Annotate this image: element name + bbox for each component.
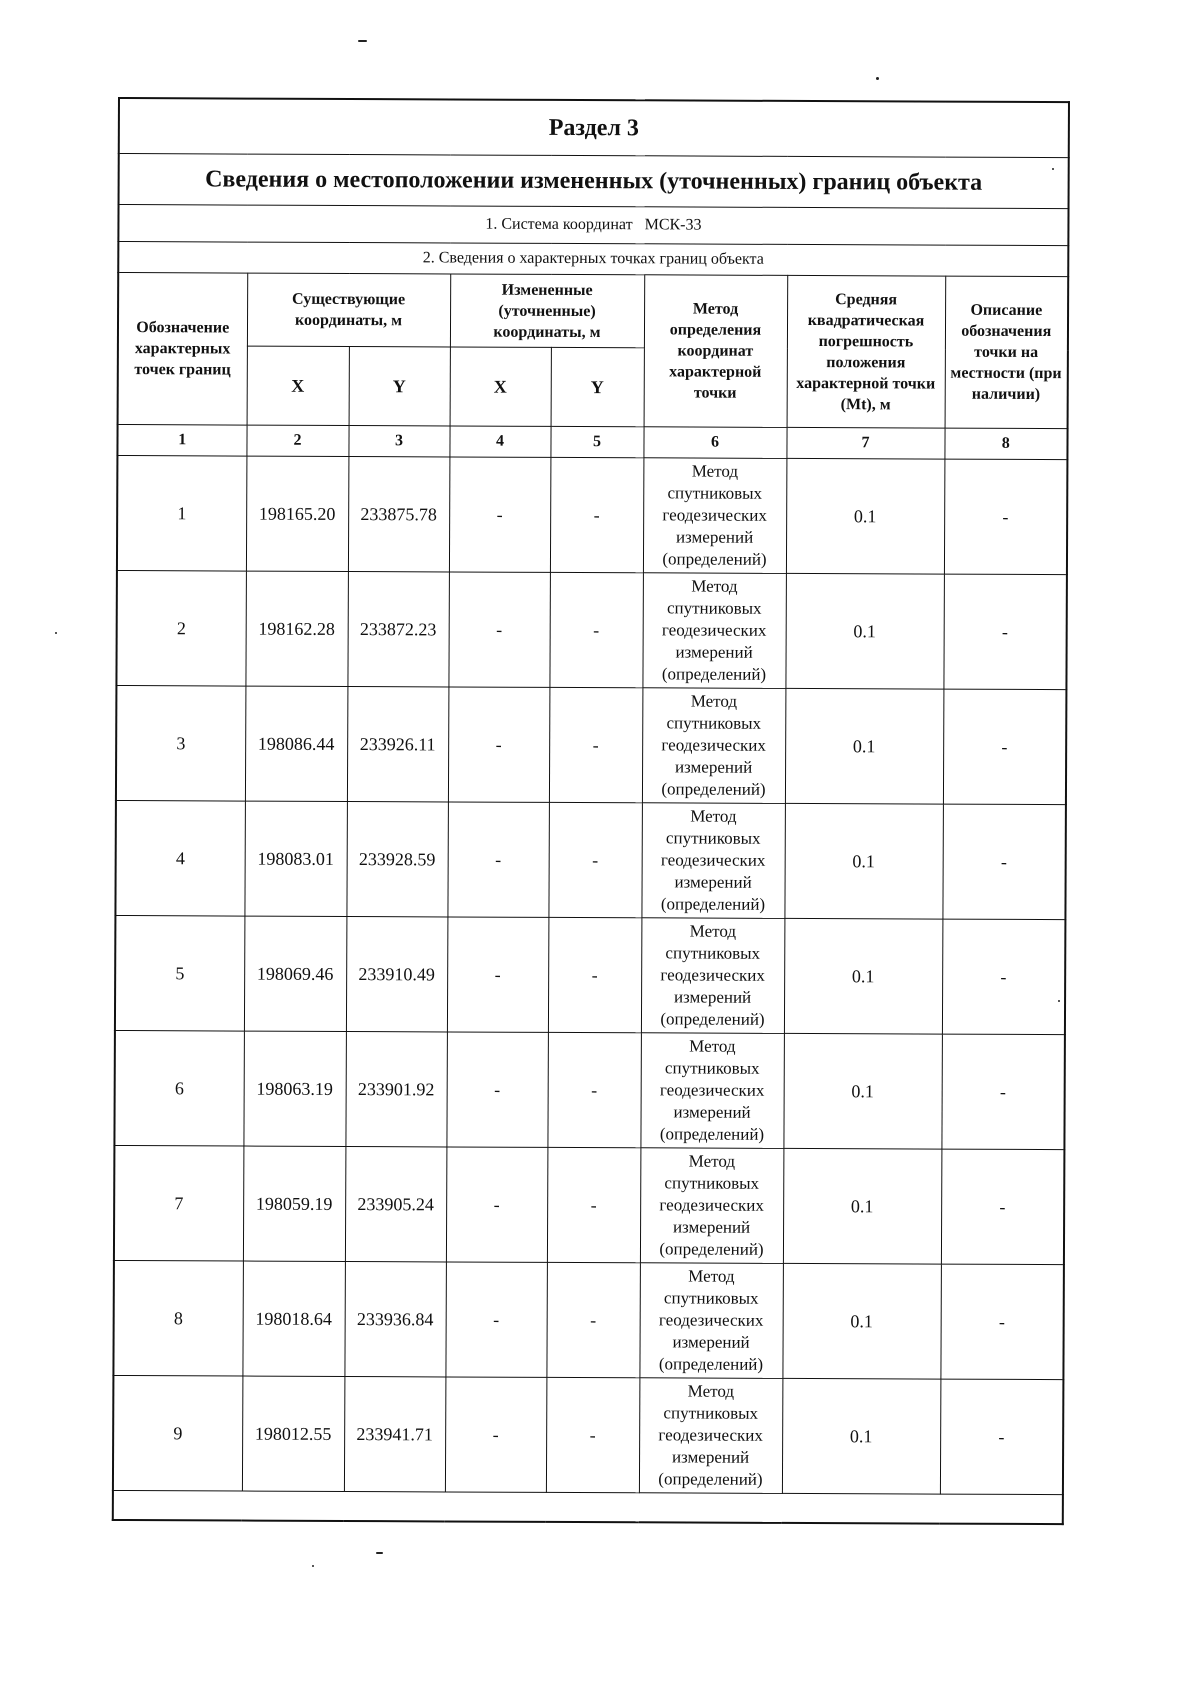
column-number: 6	[643, 427, 786, 459]
cell-mt: 0.1	[782, 1378, 941, 1494]
cell-y: 233875.78	[348, 457, 450, 572]
cell-new-y: -	[546, 1377, 640, 1492]
scan-speck	[1052, 168, 1054, 170]
cell-new-x: -	[445, 1262, 547, 1377]
document-page	[112, 97, 1068, 1525]
cell-x: 198083.01	[244, 801, 347, 916]
cell-mt: 0.1	[782, 1263, 941, 1379]
cell-point: 2	[116, 570, 246, 686]
column-number: 5	[550, 426, 643, 457]
cell-method: Метод спутниковых геодезических измерений (определений)	[639, 1263, 783, 1379]
table-row	[113, 1375, 1064, 1494]
cell-new-x: -	[446, 1147, 548, 1262]
cell-x: 198012.55	[242, 1376, 345, 1491]
header-designation: Обозначение характерных точек границ	[118, 273, 248, 426]
cell-x: 198165.20	[246, 456, 349, 571]
cell-method: Метод спутниковых геодезических измерений (определений)	[641, 803, 785, 919]
header-existing: Существующие координаты, м	[247, 273, 450, 347]
header-method: Метод определения координат характерной точки	[644, 275, 788, 428]
column-number: 4	[449, 426, 550, 457]
cell-description: -	[943, 574, 1067, 690]
scan-speck	[312, 1565, 314, 1567]
main-title: Сведения о местоположении измененных (уточненных) границ объекта	[119, 154, 1069, 209]
cell-point: 8	[113, 1260, 243, 1376]
column-number: 7	[786, 427, 944, 459]
cell-y: 233905.24	[345, 1147, 447, 1262]
scan-speck	[376, 1552, 383, 1554]
cell-new-y: -	[549, 687, 643, 802]
cell-description: -	[940, 1379, 1064, 1495]
cell-point: 9	[113, 1375, 243, 1491]
cell-method: Метод спутниковых геодезических измерений (определений)	[641, 918, 785, 1034]
cell-description: -	[940, 1264, 1064, 1380]
cell-mt: 0.1	[785, 573, 944, 689]
cell-mt: 0.1	[786, 458, 945, 574]
coord-system-cell	[118, 205, 1068, 246]
cell-method: Метод спутниковых геодезических измерений (определений)	[643, 458, 787, 574]
cell-x: 198069.46	[244, 916, 347, 1031]
cell-x: 198018.64	[242, 1261, 345, 1376]
cell-point: 7	[114, 1145, 244, 1261]
section-title: Раздел 3	[119, 98, 1069, 158]
column-number: 3	[348, 426, 449, 457]
cell-new-y: -	[547, 1032, 641, 1147]
cell-new-y: -	[548, 917, 642, 1032]
cell-y: 233910.49	[346, 917, 448, 1032]
header-changed-x: X	[450, 347, 551, 426]
table-row	[116, 685, 1067, 804]
cell-y: 233936.84	[344, 1262, 446, 1377]
cell-mt: 0.1	[784, 803, 943, 919]
cell-new-y: -	[549, 572, 643, 687]
cell-new-x: -	[447, 917, 549, 1032]
cell-new-y: -	[548, 802, 642, 917]
cell-new-y: -	[546, 1262, 640, 1377]
table-row	[116, 570, 1067, 689]
cell-mt: 0.1	[784, 918, 943, 1034]
cell-mt: 0.1	[783, 1033, 942, 1149]
cell-method: Метод спутниковых геодезических измерений (определений)	[640, 1148, 784, 1264]
cell-description: -	[942, 919, 1066, 1035]
header-changed-y: Y	[551, 347, 644, 426]
cell-new-y: -	[550, 457, 644, 572]
coord-system-value: МСК-33	[644, 216, 702, 234]
table-row	[113, 1260, 1064, 1379]
cell-x: 198063.19	[243, 1031, 346, 1146]
cell-new-x: -	[448, 687, 550, 802]
cell-point: 6	[114, 1030, 244, 1146]
table-row	[115, 915, 1066, 1034]
table-row	[114, 1030, 1065, 1149]
cell-point: 3	[116, 685, 246, 801]
cell-y: 233928.59	[346, 802, 448, 917]
column-number: 2	[246, 425, 348, 456]
empty-cell	[113, 1490, 1063, 1524]
cell-x: 198059.19	[243, 1146, 346, 1261]
cell-mt: 0.1	[783, 1148, 942, 1264]
table-row	[114, 1145, 1065, 1264]
cell-point: 5	[115, 915, 245, 1031]
cell-description: -	[943, 689, 1067, 805]
header-existing-y: Y	[349, 347, 450, 426]
cell-description: -	[944, 459, 1068, 575]
cell-point: 4	[115, 800, 245, 916]
cell-new-x: -	[445, 1377, 547, 1492]
cell-description: -	[942, 804, 1066, 920]
cell-new-x: -	[446, 1032, 548, 1147]
cell-method: Метод спутниковых геодезических измерений (определений)	[642, 573, 786, 689]
scan-speck	[876, 77, 879, 80]
empty-row	[113, 1490, 1063, 1524]
coord-system-label: 1. Система координат	[485, 215, 633, 234]
cell-point: 1	[117, 456, 247, 572]
cell-method: Метод спутниковых геодезических измерений (определений)	[640, 1033, 784, 1149]
cell-method: Метод спутниковых геодезических измерений (определений)	[639, 1378, 783, 1494]
points-label: 2. Сведения о характерных точках границ объекта	[118, 242, 1068, 277]
cell-x: 198162.28	[245, 571, 348, 686]
cell-y: 233872.23	[347, 572, 449, 687]
cell-x: 198086.44	[245, 686, 348, 801]
header-description: Описание обозначения точки на местности (при наличии)	[945, 276, 1069, 429]
cell-y: 233901.92	[345, 1032, 447, 1147]
header-error: Средняя квадратическая погрешность положения характерной точки (Mt), м	[787, 275, 946, 428]
cell-new-x: -	[449, 457, 551, 572]
cell-y: 233926.11	[347, 687, 449, 802]
cell-y: 233941.71	[344, 1377, 446, 1492]
scan-speck	[358, 40, 367, 42]
column-number: 8	[944, 428, 1067, 460]
scan-speck	[1058, 1000, 1060, 1002]
cell-method: Метод спутниковых геодезических измерений (определений)	[642, 688, 786, 804]
cell-new-x: -	[447, 802, 549, 917]
header-existing-x: X	[247, 346, 349, 425]
cell-new-x: -	[448, 572, 550, 687]
table-row	[117, 456, 1068, 575]
cell-description: -	[941, 1034, 1065, 1150]
table-row	[115, 800, 1066, 919]
header-changed: Измененные (уточненные) координаты, м	[450, 274, 644, 348]
cell-description: -	[941, 1149, 1065, 1265]
cell-mt: 0.1	[785, 688, 944, 804]
scan-speck	[55, 632, 57, 634]
boundary-points-table	[112, 97, 1070, 1525]
column-number: 1	[117, 425, 246, 457]
cell-new-y: -	[547, 1147, 641, 1262]
column-numbers-row	[117, 425, 1067, 460]
